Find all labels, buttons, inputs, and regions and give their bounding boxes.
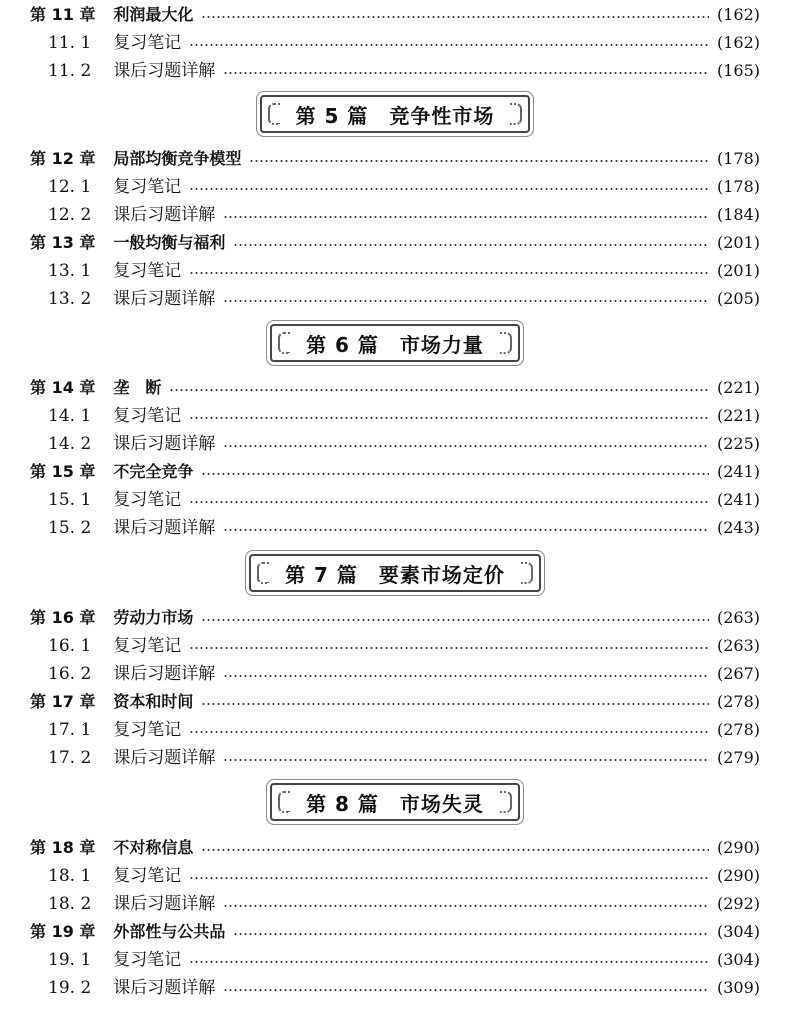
page-number: (241) — [716, 490, 760, 509]
toc-section-row[interactable] — [30, 862, 760, 890]
section-title: 课后习题详解 — [113, 518, 216, 538]
dot-leader — [201, 703, 709, 705]
toc-section-row[interactable] — [30, 173, 760, 201]
toc-chapter-row[interactable] — [30, 458, 760, 486]
chapter-title: 外部性与公共品 — [113, 922, 226, 941]
section-number: 16. 2 — [48, 664, 92, 684]
section-number: 17. 2 — [48, 748, 92, 768]
page-number: (165) — [716, 61, 760, 80]
page-number: (304) — [716, 922, 760, 941]
dot-leader — [189, 501, 709, 503]
chapter-title: 垄 断 — [113, 378, 162, 397]
dot-leader — [223, 989, 709, 991]
section-number: 12. 2 — [48, 205, 92, 225]
page-number: (290) — [716, 866, 760, 885]
chapter-number: 第 17 章 — [30, 692, 96, 711]
section-title: 复习笔记 — [113, 406, 182, 426]
toc-chapter-row[interactable] — [30, 918, 760, 946]
page-number: (184) — [716, 205, 760, 224]
toc-chapter-row[interactable] — [30, 374, 760, 402]
page-number: (178) — [716, 149, 760, 168]
chapter-title: 利润最大化 — [113, 5, 194, 24]
section-number: 11. 1 — [48, 33, 92, 53]
section-number: 11. 2 — [48, 61, 92, 81]
section-number: 16. 1 — [48, 636, 92, 656]
dot-leader — [201, 849, 709, 851]
dot-leader — [233, 933, 709, 935]
dot-leader — [189, 731, 709, 733]
dot-leader — [223, 300, 709, 302]
section-number: 13. 2 — [48, 289, 92, 309]
page-number: (263) — [716, 636, 760, 655]
section-number: 18. 1 — [48, 866, 92, 886]
ornamental-frame — [270, 783, 520, 821]
dot-leader — [201, 16, 709, 18]
section-title: 复习笔记 — [113, 950, 182, 970]
page-number: (225) — [716, 434, 760, 453]
chapter-title: 劳动力市场 — [113, 608, 194, 627]
dot-leader — [189, 272, 709, 274]
chapter-number: 第 15 章 — [30, 462, 96, 481]
part-title: 第 8 篇 市场失灵 — [306, 791, 484, 816]
toc-chapter-row[interactable] — [30, 1, 760, 29]
page-number: (304) — [716, 950, 760, 969]
section-title: 课后习题详解 — [113, 205, 216, 225]
toc-section-row[interactable] — [30, 285, 760, 313]
section-title: 复习笔记 — [113, 636, 182, 656]
section-title: 课后习题详解 — [113, 289, 216, 309]
section-number: 17. 1 — [48, 720, 92, 740]
dot-leader — [223, 72, 709, 74]
section-number: 12. 1 — [48, 177, 92, 197]
section-title: 复习笔记 — [113, 490, 182, 510]
dot-leader — [189, 647, 709, 649]
toc-section-row[interactable] — [30, 486, 760, 514]
toc-section-row[interactable] — [30, 946, 760, 974]
dot-leader — [223, 529, 709, 531]
chapter-title: 一般均衡与福利 — [113, 233, 226, 252]
section-title: 课后习题详解 — [113, 434, 216, 454]
section-number: 13. 1 — [48, 261, 92, 281]
section-title: 复习笔记 — [113, 261, 182, 281]
toc-section-row[interactable] — [30, 201, 760, 229]
page-number: (278) — [716, 692, 760, 711]
toc-section-row[interactable] — [30, 430, 760, 458]
dot-leader — [223, 905, 709, 907]
chapter-number: 第 18 章 — [30, 838, 96, 857]
dot-leader — [201, 473, 709, 475]
section-title: 课后习题详解 — [113, 61, 216, 81]
page-number: (205) — [716, 289, 760, 308]
part-title: 第 6 篇 市场力量 — [306, 332, 484, 357]
dot-leader — [249, 160, 709, 162]
toc-section-row[interactable] — [30, 402, 760, 430]
chapter-title: 局部均衡竞争模型 — [113, 149, 242, 168]
page-number: (201) — [716, 233, 760, 252]
chapter-number: 第 19 章 — [30, 922, 96, 941]
chapter-number: 第 13 章 — [30, 233, 96, 252]
page-number: (221) — [716, 406, 760, 425]
dot-leader — [189, 44, 709, 46]
dot-leader — [201, 619, 709, 621]
ornamental-frame — [249, 554, 541, 592]
part-title: 第 5 篇 竞争性市场 — [295, 103, 495, 128]
chapter-number: 第 14 章 — [30, 378, 96, 397]
page-number: (292) — [716, 894, 760, 913]
section-title: 课后习题详解 — [113, 894, 216, 914]
toc-section-row[interactable] — [30, 514, 760, 542]
page-number: (243) — [716, 518, 760, 537]
section-number: 19. 2 — [48, 978, 92, 998]
dot-leader — [223, 216, 709, 218]
toc-chapter-row[interactable] — [30, 145, 760, 173]
section-number: 18. 2 — [48, 894, 92, 914]
toc-section-row[interactable] — [30, 29, 760, 57]
page-number: (309) — [716, 978, 760, 997]
section-title: 复习笔记 — [113, 33, 182, 53]
dot-leader — [223, 759, 709, 761]
toc-section-row[interactable] — [30, 974, 760, 1002]
dot-leader — [189, 188, 709, 190]
toc-section-row[interactable] — [30, 257, 760, 285]
page-number: (267) — [716, 664, 760, 683]
dot-leader — [169, 389, 709, 391]
page-number: (221) — [716, 378, 760, 397]
page-number: (279) — [716, 748, 760, 767]
section-title: 复习笔记 — [113, 720, 182, 740]
dot-leader — [189, 961, 709, 963]
toc-section-row[interactable] — [30, 716, 760, 744]
dot-leader — [233, 244, 709, 246]
toc-section-row[interactable] — [30, 57, 760, 85]
part-banner — [0, 94, 790, 134]
toc-chapter-row[interactable] — [30, 834, 760, 862]
page-number: (162) — [716, 5, 760, 24]
page-number: (278) — [716, 720, 760, 739]
section-number: 19. 1 — [48, 950, 92, 970]
section-title: 复习笔记 — [113, 177, 182, 197]
chapter-number: 第 11 章 — [30, 5, 96, 24]
part-banner — [0, 553, 790, 593]
page-number: (241) — [716, 462, 760, 481]
ornamental-frame — [270, 324, 520, 362]
section-number: 15. 2 — [48, 518, 92, 538]
section-title: 课后习题详解 — [113, 664, 216, 684]
section-number: 15. 1 — [48, 490, 92, 510]
dot-leader — [189, 417, 709, 419]
chapter-number: 第 12 章 — [30, 149, 96, 168]
section-title: 课后习题详解 — [113, 978, 216, 998]
section-title: 复习笔记 — [113, 866, 182, 886]
page-number: (263) — [716, 608, 760, 627]
dot-leader — [223, 675, 709, 677]
section-number: 14. 1 — [48, 406, 92, 426]
dot-leader — [223, 445, 709, 447]
dot-leader — [189, 877, 709, 879]
chapter-number: 第 16 章 — [30, 608, 96, 627]
toc-chapter-row[interactable] — [30, 604, 760, 632]
part-title: 第 7 篇 要素市场定价 — [285, 562, 505, 587]
section-number: 14. 2 — [48, 434, 92, 454]
toc-section-row[interactable] — [30, 744, 760, 772]
page-number: (162) — [716, 33, 760, 52]
toc-section-row[interactable] — [30, 890, 760, 918]
chapter-title: 不对称信息 — [113, 838, 194, 857]
section-title: 课后习题详解 — [113, 748, 216, 768]
page-number: (201) — [716, 261, 760, 280]
part-banner — [0, 323, 790, 363]
page-number: (178) — [716, 177, 760, 196]
toc-section-row[interactable] — [30, 660, 760, 688]
toc-chapter-row[interactable] — [30, 688, 760, 716]
toc-chapter-row[interactable] — [30, 229, 760, 257]
chapter-title: 资本和时间 — [113, 692, 194, 711]
chapter-title: 不完全竞争 — [113, 462, 194, 481]
page-number: (290) — [716, 838, 760, 857]
toc-section-row[interactable] — [30, 632, 760, 660]
ornamental-frame — [260, 95, 531, 133]
part-banner — [0, 782, 790, 822]
